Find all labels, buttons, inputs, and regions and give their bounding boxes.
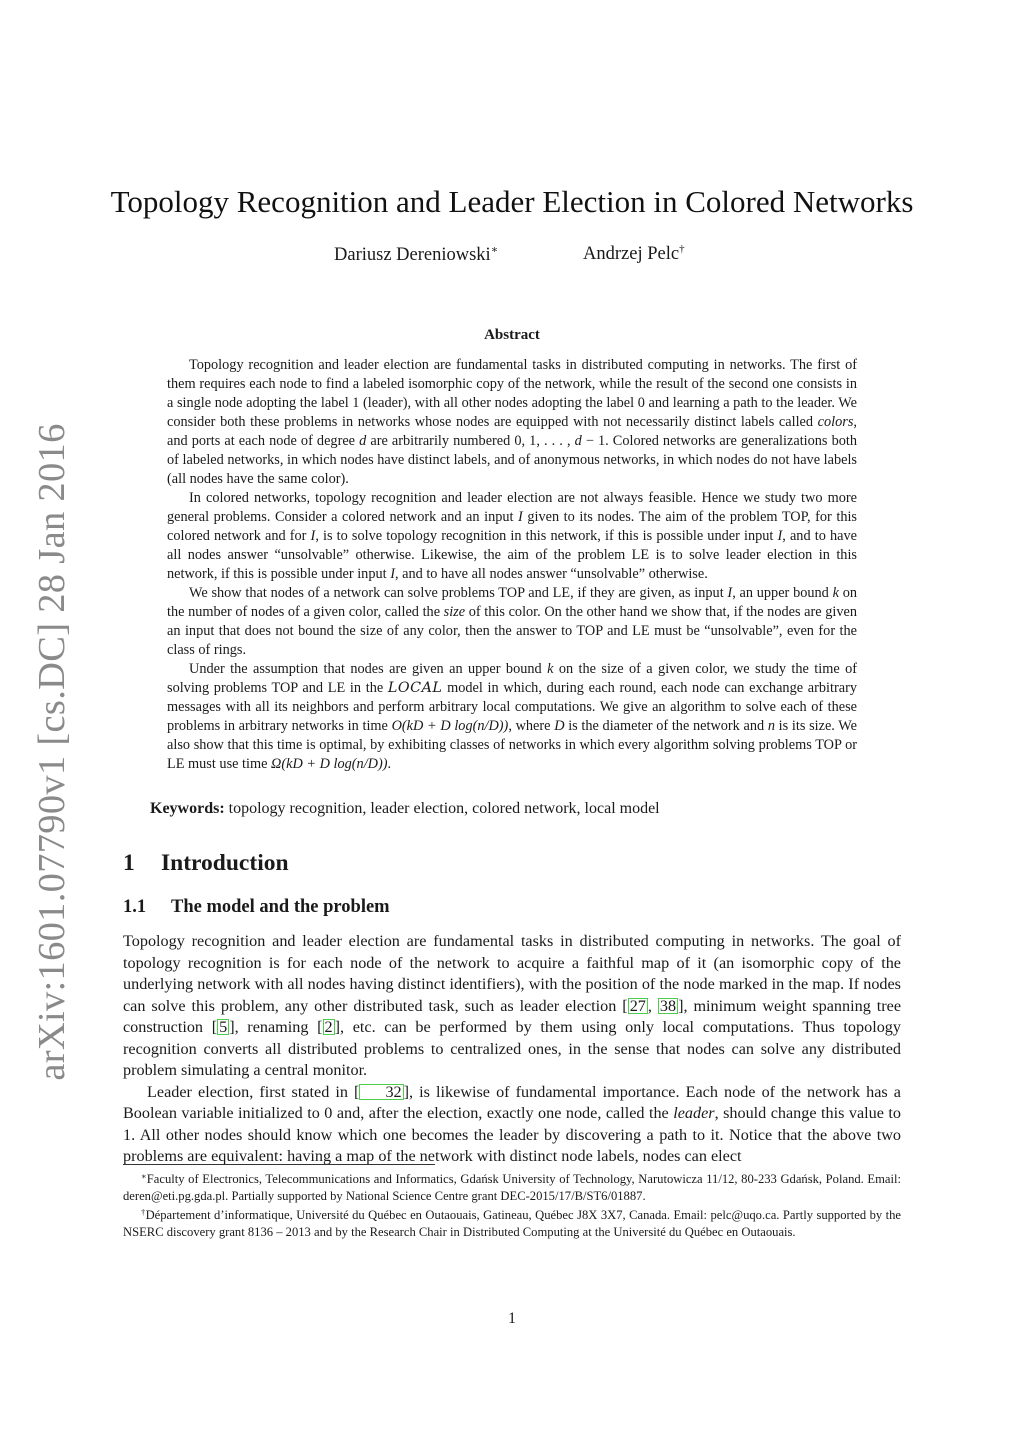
author-footnote-mark: ∗: [490, 244, 499, 256]
citation-link[interactable]: 5: [219, 1018, 228, 1036]
body-paragraph: Topology recognition and leader election are fundamental tasks in distributed computing in networks. The goal of topology recognition is for each node of the network to acquire a faithful map of it (an isomorphic copy of the underlying network with all nodes having distinct identifiers), with the position of the node marked in the map. If nodes can solve this problem, any other distributed task, such as leader election [ 27 , 38 ], minimum weight spanning tree construction [ 5 ], renaming [ 2 ], etc. can be performed by them using only local computations. Thus topology recognition converts all distributed problems to centralized ones, in the sense that nodes can solve any distributed problem simulating a central monitor.: [123, 932, 902, 1079]
author-2: [583, 243, 685, 265]
paper-title: Topology Recognition and Leader Election in Colored Networks: [110, 184, 914, 219]
local-model-name: LOCAL: [387, 680, 443, 696]
subsection-heading: [123, 897, 390, 918]
subsection-number: 1.1: [123, 897, 147, 917]
footnotes: [123, 1168, 901, 1240]
citation-link[interactable]: 2: [324, 1018, 333, 1036]
subsection-title: The model and the problem: [171, 897, 390, 917]
footnote: ∗Faculty of Electronics, Telecommunications and Informatics, Gdańsk University of Technology, Narutowicza 11/12, 80-233 Gdańsk, Poland. Email: deren@eti.pg.gda.pl. Partially supported by National Science Centre grant DEC-2015/17/B/ST6/01887.: [123, 1171, 901, 1203]
footnote-divider: [123, 1164, 435, 1165]
citation-link[interactable]: 38: [659, 996, 677, 1015]
author-footnote-mark: †: [679, 243, 685, 255]
abstract-paragraph: We show that nodes of a network can solve problems TOP and LE, if they are given, as input I, an upper bound k on the number of nodes of a given color, called the size of this color. On the other hand we show that, if the nodes are given an input that does not bound the size of any color, then the answer to TOP and LE must be “unsolvable”, even for the class of rings.: [167, 585, 857, 658]
arxiv-stamp: arXiv:1601.07790v1 [cs.DC] 28 Jan 2016: [31, 423, 73, 1081]
abstract-paragraph: Topology recognition and leader election are fundamental tasks in distributed computing in networks. The first of them requires each node to find a labeled isomorphic copy of the network, while the result of the second one consists in a single node adopting the label 1 (leader), with all other nodes adopting the label 0 and learning a path to the leader. We consider both these problems in networks whose nodes are equipped with not necessarily distinct labels called colors, and ports at each node of degree d are arbitrarily numbered 0, 1, . . . , d − 1. Colored networks are generalizations both of labeled networks, in which nodes have distinct labels, and of anonymous networks, in which nodes do not have labels (all nodes have the same color).: [167, 357, 857, 487]
author-name: Dariusz Dereniowski: [334, 245, 491, 265]
abstract-paragraph: Under the assumption that nodes are given an upper bound k on the size of a given color, we study the time of solving problems TOP and LE in the LOCAL model in which, during each round, each node can exchange arbitrary messages with all its neighbors and perform arbitrary local computations. We give an algorithm to solve each of these problems in arbitrary networks in time O(kD + D log(n/D)), where D is the diameter of the network and n is its size. We also show that this time is optimal, by exhibiting classes of networks in which every algorithm solving problems TOP or LE must use time Ω(kD + D log(n/D)).: [167, 661, 857, 772]
abstract-paragraph: In colored networks, topology recognition and leader election are not always feasible. Hence we study two more general problems. Consider a colored network and an input I given to its nodes. The aim of the problem TOP, for this colored network and for I, is to solve topology recognition in this network, if this is possible under input I, and to have all nodes answer “unsolvable” otherwise. Likewise, the aim of the problem LE is to solve leader election in this network, if this is possible under input I, and to have all nodes answer “unsolvable” otherwise.: [167, 490, 858, 582]
abstract-body: [167, 356, 857, 774]
math-expression: O(kD + D log(n/D)): [391, 718, 509, 734]
keywords: [150, 800, 660, 818]
body-text: [123, 931, 901, 1168]
keywords-text: topology recognition, leader election, colored network, local model: [228, 800, 660, 817]
page-number: 1: [508, 1310, 516, 1327]
keywords-label: Keywords:: [150, 800, 225, 817]
math-expression: Ω(kD + D log(n/D)): [271, 756, 388, 772]
footnote: †Département d’informatique, Université du Québec en Outaouais, Gatineau, Québec J8X 3X7, Canada. Email: pelc@uqo.ca. Partly supported by the NSERC discovery grant 8136 – 2013 and by the Research Chair in Distributed Computing at the Université du Québec en Outaouais.: [123, 1207, 902, 1239]
citation-link[interactable]: 32: [359, 1084, 403, 1100]
section-heading: [123, 850, 289, 877]
body-paragraph: Leader election, first stated in [ 32 ], is likewise of fundamental importance. Each node of the network has a Boolean variable initialized to 0 and, after the election, exactly one node, called the leader, should change this value to 1. All other nodes should know which one becomes the leader by discovering a path to it. Notice that the above two problems are equivalent: having a map of the network with distinct node labels, nodes can elect: [123, 1082, 901, 1165]
author-name: Andrzej Pelc: [583, 244, 680, 264]
section-title: Introduction: [161, 850, 289, 876]
author-1: [334, 243, 498, 266]
citation-link[interactable]: 27: [629, 996, 646, 1015]
abstract-heading: Abstract: [484, 327, 540, 343]
section-number: 1: [123, 850, 135, 876]
